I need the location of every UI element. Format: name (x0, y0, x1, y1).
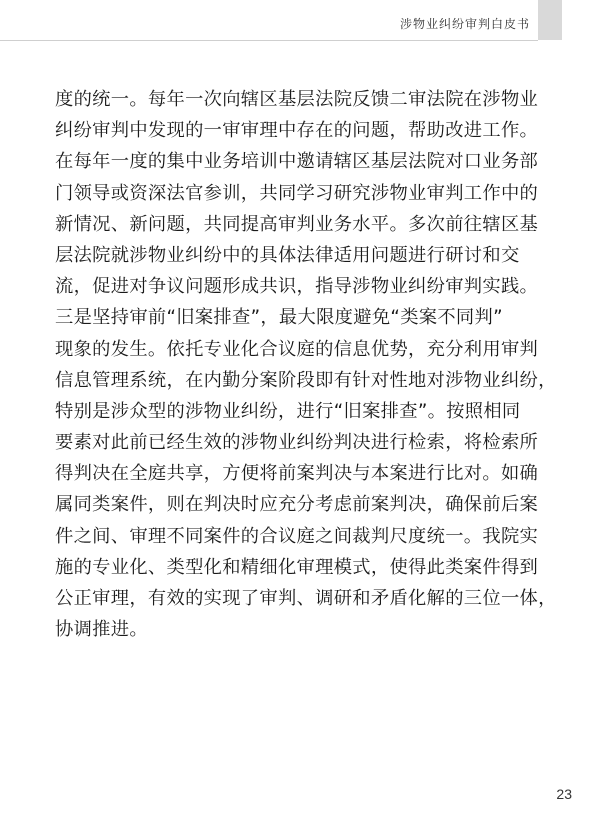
text-line: 度的统一。每年一次向辖区基层法院反馈二审法院在涉物业 (55, 89, 539, 110)
text-line: 属同类案件，则在判决时应充分考虑前案判决，确保前后案 (55, 494, 539, 516)
text-line: 要素对此前已经生效的涉物业纠纷判决进行检索，将检索所 (55, 432, 539, 454)
text-line: 新情况、新问题，共同提高审判业务水平。多次前往辖区基 (55, 213, 539, 235)
text-line: 三是坚持审前“旧案排查”，最大限度避免“类案不同判” (55, 307, 503, 329)
text-line: 公正审理，有效的实现了审判、调研和矛盾化解的三位一体， (55, 588, 557, 609)
header-rule (0, 40, 538, 41)
text-line: 纠纷审判中发现的一审审理中存在的问题，帮助改进工作。 (55, 120, 539, 142)
text-line: 现象的发生。依托专业化合议庭的信息优势，充分利用审判 (55, 338, 539, 360)
text-line: 层法院就涉物业纠纷中的具体法律适用问题进行研讨和交 (55, 244, 520, 266)
text-line: 施的专业化、类型化和精细化审理模式，使得此类案件得到 (55, 556, 539, 578)
text-line: 件之间、审理不同案件的合议庭之间裁判尺度统一。我院实 (55, 525, 539, 547)
text-line: 协调推进。 (55, 619, 148, 641)
page-number: 23 (556, 786, 572, 802)
header-tab-decoration (538, 0, 562, 40)
text-line: 门领导或资深法官参训，共同学习研究涉物业审判工作中的 (55, 182, 539, 204)
text-line: 在每年一度的集中业务培训中邀请辖区基层法院对口业务部 (55, 151, 539, 173)
text-line: 特别是涉众型的涉物业纠纷，进行“旧案排查”。按照相同 (55, 400, 521, 422)
body-text (55, 84, 555, 645)
text-line: 得判决在全庭共享，方便将前案判决与本案进行比对。如确 (55, 463, 539, 485)
text-line: 信息管理系统，在内勤分案阶段即有针对性地对涉物业纠纷， (55, 369, 557, 391)
header-title: 涉物业纠纷审判白皮书 (399, 17, 530, 31)
text-line: 流，促进对争议问题形成共识，指导涉物业纠纷审判实践。 (55, 276, 539, 298)
